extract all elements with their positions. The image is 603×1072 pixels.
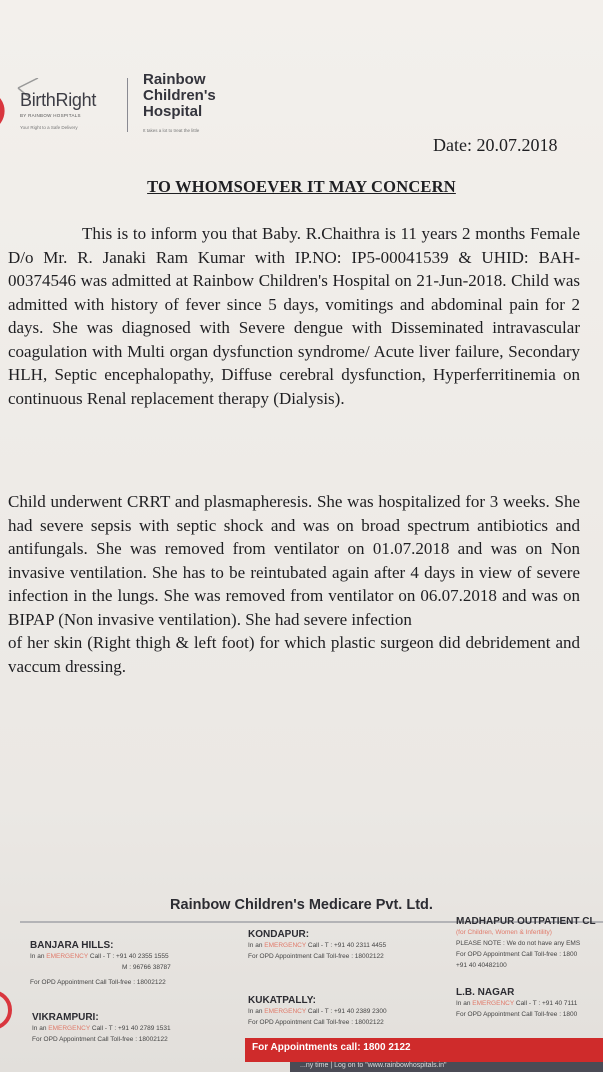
paragraph-1-text: This is to inform you that Baby. R.Chaithra is 11 years 2 months Female D/o Mr. R. Janaki Ram Kumar with IP.NO: IP5-00041539 & UHID: BAH-00374546 was admitted at Rainbow Children's Hospital on 21-Jun-2018. Child was admitted with history of fever since 5 days, vomitings and abdominal pain for 2 days. She was diagnosed with Severe dengue with Disseminated intravascular coagulation with Multi organ dysfunction syndrome/ Acute liver failure, Secondary HLH, Septic encephalopathy, Diffuse cerebral dysfunction, Hyperferritinemia on continuous Renal replacement therapy (Dialysis). <box>8 224 580 408</box>
branch-name: L.B. NAGAR <box>456 987 515 998</box>
paragraph-2 <box>8 490 580 678</box>
branch-name: BANJARA HILLS: <box>30 940 114 951</box>
letter-heading: TO WHOMSOEVER IT MAY CONCERN <box>147 177 456 196</box>
rainbow-line1: Rainbow <box>143 71 206 88</box>
branch-kukatpally <box>248 995 387 1028</box>
emergency-prefix: In an <box>30 953 45 960</box>
branch-phone: Call - T : +91 40 2355 1555 <box>89 953 169 960</box>
birthright-tagline: Your Right to a Safe Delivery <box>20 125 78 130</box>
branch-banjara-hills <box>30 940 171 988</box>
logo-divider <box>127 78 128 132</box>
company-name: Rainbow Children's Medicare Pvt. Ltd. <box>170 897 433 913</box>
branch-opd: For OPD Appointment Call Toll-free : 18002122 <box>32 1036 168 1043</box>
branch-opd: For OPD Appointment Call Toll-free : 18002122 <box>248 953 384 960</box>
branch-madhapur <box>456 916 596 971</box>
paragraph-2-text: Child underwent CRRT and plasmapheresis. She was hospitalized for 3 weeks. She had severe sepsis with septic shock and was on broad spectrum antibiotics and antifungals. She was removed from ventilator on 01.07.2018 and was on Non invasive ventilation. She has to be reintubated again after 4 days in view of severe infection in the lungs. She was removed from ventilator on 06.07.2018 and was on BIPAP (Non invasive ventilation). She had severe infection <box>8 492 580 629</box>
rainbow-arc-icon <box>0 92 14 130</box>
branch-lb-nagar <box>456 987 577 1020</box>
emergency-label: EMERGENCY <box>264 1008 307 1015</box>
branch-opd: For OPD Appointment Call Toll-free : 1800 <box>456 1011 578 1018</box>
birthright-name: BirthRight <box>20 90 97 110</box>
emergency-label: EMERGENCY <box>472 1000 515 1007</box>
paragraph-1 <box>8 222 580 410</box>
branch-notice: PLEASE NOTE : We do not have any EMS <box>456 940 581 947</box>
branch-opd: For OPD Appointment Call Toll-free : 1800 <box>456 951 578 958</box>
branch-phone: Call - T : +91 40 7111 <box>515 1000 578 1007</box>
paragraph-2-continuation: of her skin (Right thigh & left foot) for which plastic surgeon did debridement and vaccum dressing. <box>8 633 580 676</box>
appointments-call: For Appointments call: 1800 2122 <box>252 1042 411 1053</box>
branch-opd: For OPD Appointment Call Toll-free : 18002122 <box>248 1019 384 1026</box>
branch-note: (for Children, Women & Infertility) <box>456 929 552 936</box>
emergency-prefix: In an <box>248 942 263 949</box>
emergency-prefix: In an <box>456 1000 471 1007</box>
branch-name: KONDAPUR: <box>248 929 310 940</box>
rainbow-line2: Children's <box>143 87 216 104</box>
branch-vikrampuri <box>32 1012 171 1045</box>
website-text: ...ny time | Log on to "www.rainbowhospitals.in" <box>300 1062 447 1069</box>
emergency-prefix: In an <box>32 1025 47 1032</box>
branch-kondapur <box>248 929 386 962</box>
emergency-label: EMERGENCY <box>46 953 89 960</box>
branch-name: VIKRAMPURI: <box>32 1012 99 1023</box>
branch-name: KUKATPALLY: <box>248 995 316 1006</box>
branch-opd: For OPD Appointment Call Toll-free : 18002122 <box>30 979 166 986</box>
branch-name: MADHAPUR OUTPATIENT CL <box>456 916 596 927</box>
branch-phone: Call - T : +91 40 2389 2300 <box>307 1008 387 1015</box>
rainbow-arc-icon-footer <box>0 990 12 1030</box>
rainbow-tagline: It takes a lot to treat the little <box>143 128 200 133</box>
rainbow-line3: Hospital <box>143 103 203 120</box>
birthright-subtitle: BY RAINBOW HOSPITALS <box>20 113 81 118</box>
letter-date: Date: 20.07.2018 <box>433 135 558 155</box>
emergency-prefix: In an <box>248 1008 263 1015</box>
branch-mobile: M : 96766 38787 <box>122 964 171 971</box>
emergency-label: EMERGENCY <box>48 1025 91 1032</box>
branch-phone: Call - T : +91 40 2311 4455 <box>307 942 387 949</box>
rainbow-hospital-logo <box>143 72 216 120</box>
branch-phone: Call - T : +91 40 2789 1531 <box>91 1025 171 1032</box>
emergency-label: EMERGENCY <box>264 942 307 949</box>
branch-phone: +91 40 40482100 <box>456 962 507 969</box>
